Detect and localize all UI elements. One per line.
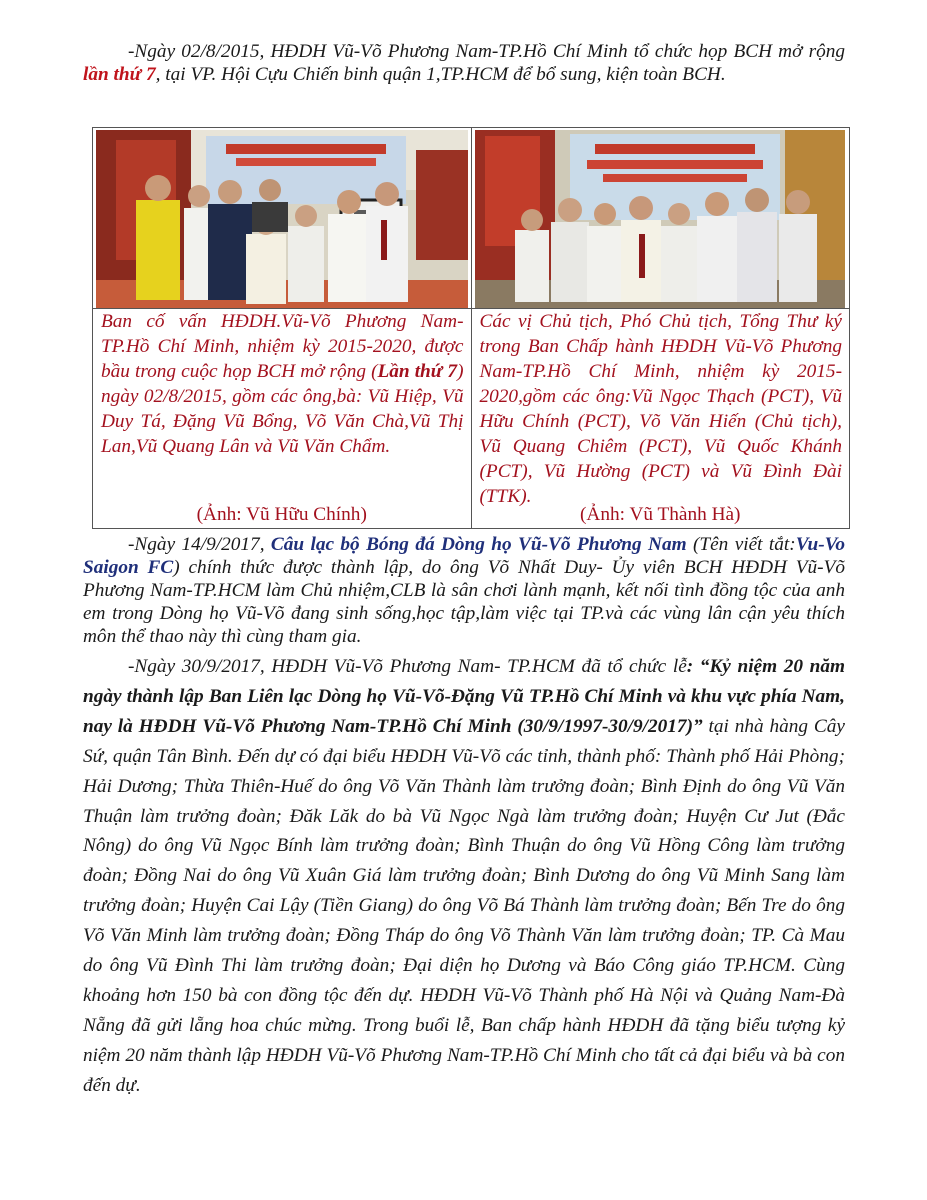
paragraph-football-club (83, 533, 845, 648)
club-name: Câu lạc bộ Bóng đá Dòng họ Vũ-Võ Phương Nam (270, 534, 687, 555)
paragraph-anniversary (83, 652, 845, 1101)
photo-executive-committee (475, 130, 847, 308)
caption-right: Các vị Chủ tịch, Phó Chủ tịch, Tổng Thư ký trong Ban Chấp hành HĐDH Vũ-Võ Phương Nam-TP.Hồ Chí Minh, nhiệm kỳ 2015- 2020,gồm các ông:Vũ Ngọc Thạch (PCT), Vũ Hữu Chính (PCT), Võ Văn Hiến (Chủ tịch), Vũ Quang Chiêm (PCT), Vũ Quốc Khánh (PCT), Vũ Hường (PCT) và Vũ Đình Đài (TTK). (479, 311, 842, 507)
club-short-name: Vu-Vo Saigon FC (83, 534, 845, 578)
photo-cell-left (93, 128, 472, 309)
photo-advisory-board (96, 130, 468, 308)
photo-credit-left: (Ảnh: Vũ Hữu Chính) (196, 504, 367, 525)
photo-table (92, 127, 850, 529)
photo-credit-right: (Ảnh: Vũ Thành Hà) (580, 504, 741, 525)
caption-left-text-b: ) ngày 02/8/2015, gồm các ông,bà: Vũ Hiệp, Vũ Duy Tá, Đặng Vũ Bổng, Võ Văn Chà,Vũ Thị Lan,Vũ Quang Lân và Vũ Văn Chẩm. (101, 361, 464, 457)
para3-text-b: tại nhà hàng Cây Sứ, quận Tân Bình. Đến dự có đại biểu HĐDH Vũ-Võ các tỉnh, thành phố: Thành phố Hải Phòng; Hải Dương; Thừa Thiên-Huế do ông Võ Văn Thành làm trưởng đoàn; Bình Định do ông Vũ Văn Thuận làm trưởng đoàn; Đăk Lăk do bà Vũ Ngọc Ngà làm trưởng đoàn; Huyện Cư Jut (Đắc Nông) do ông Vũ Ngọc Bính làm trưởng đoàn; Bình Thuận do ông Vũ Hồng Công làm trưởng đoàn; Đồng Nai do ông Vũ Xuân Giá làm trưởng đoàn; Bình Dương do ông Vũ Minh Sang làm trưởng đoàn; Huyện Cai Lậy (Tiền Giang) do ông Võ Bá Thành làm trưởng đoàn; Bến Tre do ông Võ Văn Minh làm trưởng đoàn; Đồng Tháp do ông Võ Thành Văn làm trưởng đoàn; TP. Cà Mau do ông Vũ Đình Thi làm trưởng đoàn; Đại diện họ Dương và Báo Công giáo TP.HCM. Cùng khoảng hơn 150 bà con đồng tộc đến dự. HĐDH Vũ-Võ Thành phố Hà Nội và Quảng Nam-Đà Nẵng đã gửi lẵng hoa chúc mừng. Trong buổi lễ, Ban chấp hành HĐDH đã tặng biểu tượng kỷ niệm 20 năm thành lập HĐDH Vũ-Võ Phương Nam-TP.Hồ Chí Minh cho tất cả đại biểu và bà con đến dự. (83, 715, 845, 1096)
photo-cell-right (471, 128, 850, 309)
para2-text-a: -Ngày 14/9/2017, (128, 534, 271, 555)
para1-text-b: , tại VP. Hội Cựu Chiến binh quận 1,TP.HCM để bổ sung, kiện toàn BCH. (155, 64, 726, 85)
anniversary-title: : “Kỷ niệm 20 năm ngày thành lập Ban Liên lạc Dòng họ Vũ-Võ-Đặng Vũ TP.Hồ Chí Minh và khu vực phía Nam, nay là HĐDH Vũ-Võ Phương Nam-TP.Hồ Chí Minh (30/9/1997-30/9/2017)” (83, 656, 845, 737)
para2-text-b: (Tên viết tắt: (686, 534, 796, 555)
caption-left-text-a: Ban cố vấn HĐDH.Vũ-Võ Phương Nam-TP.Hồ Chí Minh, nhiệm kỳ 2015-2020, được bầu trong cuộc họp BCH mở rộng ( (101, 311, 464, 382)
paragraph-meeting-2015 (83, 40, 845, 86)
caption-left-bold: Lần thứ 7 (377, 361, 458, 382)
para2-text-c: ) chính thức được thành lập, do ông Võ Nhất Duy- Ủy viên BCH HĐDH Vũ-Võ Phương Nam-TP.HCM làm Chủ nhiệm,CLB là sân chơi lành mạnh, kết nối tình đồng tộc của anh em trong Dòng họ Vũ-Võ đang sinh sống,học tập,làm việc tại TP.và các vùng lân cận yêu thích môn thể thao này thì cùng tham gia. (83, 557, 845, 647)
para1-text-a: -Ngày 02/8/2015, HĐDH Vũ-Võ Phương Nam-TP.Hồ Chí Minh tổ chức họp BCH mở rộng (128, 41, 845, 62)
para1-highlight: lần thứ 7 (83, 64, 156, 85)
para3-text-a: -Ngày 30/9/2017, HĐDH Vũ-Võ Phương Nam- TP.HCM đã tổ chức lễ (128, 656, 687, 677)
caption-cell-right (471, 309, 850, 529)
caption-cell-left (93, 309, 472, 529)
caption-left (93, 309, 471, 459)
